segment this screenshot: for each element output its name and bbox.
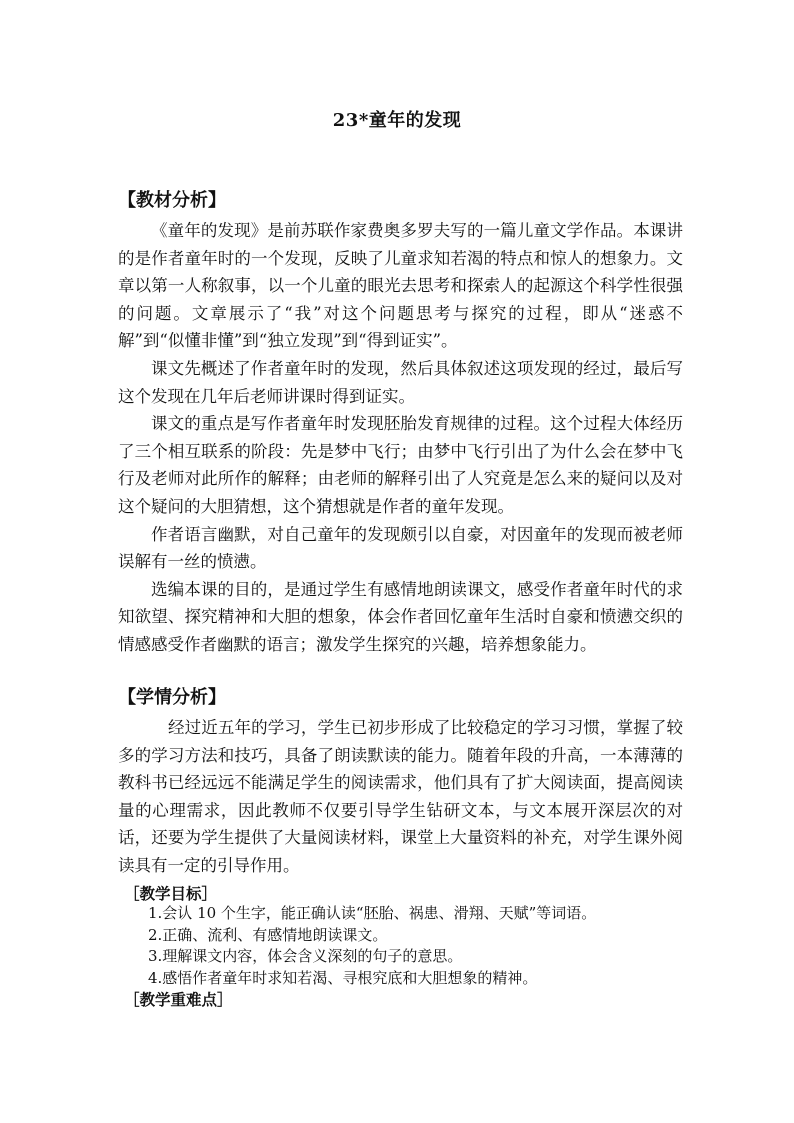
paragraph: 课文先概述了作者童年时的发现，然后具体叙述这项发现的经过，最后写这个发现在几年后老师讲课时得到证实。 (118, 358, 683, 406)
list-item: 4.感悟作者童年时求知若渴、寻根究底和大胆想象的精神。 (148, 968, 538, 987)
paragraph: 作者语言幽默，对自己童年的发现颇引以自豪，对因童年的发现而被老师误解有一丝的愤懑。 (118, 524, 683, 572)
teaching-goals-list (148, 903, 688, 989)
student-analysis-heading: 【学情分析】 (118, 687, 226, 708)
textbook-analysis-body (118, 217, 683, 659)
teaching-goals-heading: ［教学目标］ (124, 884, 218, 903)
list-item: 3.理解课文内容，体会含义深刻的句子的意思。 (148, 947, 463, 966)
list-item: 2.正确、流利、有感情地朗读课文。 (148, 925, 388, 944)
paragraph: 课文的重点是写作者童年时发现胚胎发育规律的过程。这个过程大体经历了三个相互联系的阶段：先是梦中飞行；由梦中飞行引出了为什么会在梦中飞行及老师对此所作的解释；由老师的解释引出了人究竟是怎么来的疑问以及对这个疑问的大胆猜想，这个猜想就是作者的童年发现。 (118, 414, 683, 516)
lesson-title: 23*童年的发现 (332, 110, 462, 131)
paragraph: 选编本课的目的，是通过学生有感情地朗读课文，感受作者童年时代的求知欲望、探究精神和大胆的想象，体会作者回忆童年生活时自豪和愤懑交织的情感感受作者幽默的语言；激发学生探究的兴趣，培养想象能力。 (118, 579, 683, 654)
list-item: 1.会认 10 个生字，能正确认读“胚胎、祸患、滑翔、天赋”等词语。 (148, 904, 597, 922)
textbook-analysis-heading: 【教材分析】 (118, 190, 226, 211)
student-analysis-body (118, 714, 683, 880)
paragraph: 经过近五年的学习，学生已初步形成了比较稳定的学习习惯，掌握了较多的学习方法和技巧，具备了朗读默读的能力。随着年段的升高，一本薄薄的教科书已经远远不能满足学生的阅读需求，他们具有了扩大阅读面，提高阅读量的心理需求，因此教师不仅要引导学生钻研文本，与文本展开深层次的对话，还要为学生提供了大量阅读材料，课堂上大量资料的补充，对学生课外阅读具有一定的引导作用。 (118, 718, 683, 875)
key-points-heading: ［教学重难点］ (124, 990, 233, 1009)
paragraph: 《童年的发现》是前苏联作家费奥多罗夫写的一篇儿童文学作品。本课讲的是作者童年时的一个发现，反映了儿童求知若渴的特点和惊人的想象力。文章以第一人称叙事，以一个儿童的眼光去思考和探索人的起源这个科学性很强的问题。文章展示了“我”对这个问题思考与探究的过程，即从“迷惑不解”到“似懂非懂”到“独立发现”到“得到证实”。 (118, 221, 683, 351)
